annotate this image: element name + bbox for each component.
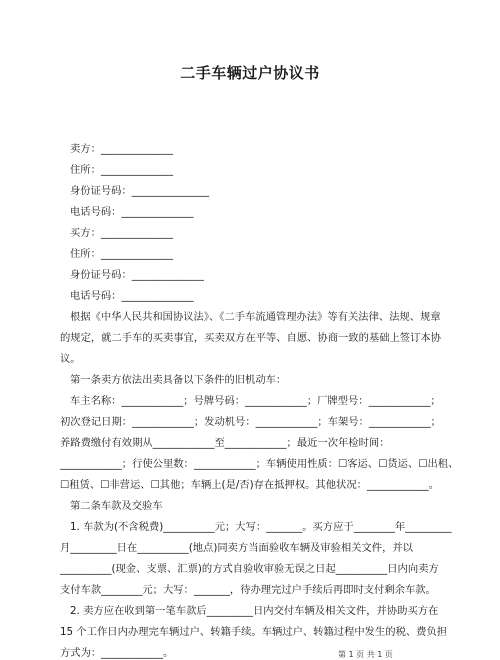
- article-2-line: 15 个工作日内办理完车辆过户、转籍手续。车辆过户、转籍过程中发生的税、费负担: [60, 626, 448, 638]
- seller-phone-line: 电话号码：______________: [70, 206, 194, 218]
- buyer-name-line: 买方：______________: [70, 227, 173, 239]
- intro-paragraph-line: 的规定，就二手车的买卖事宜，买卖双方在平等、自愿、协商一致的基础上签订本协: [60, 332, 441, 344]
- article-1-line: 车主名称：____________；号牌号码：____________；厂牌型号：____________；: [70, 395, 441, 407]
- article-2-line: 支付车款________元；大写：_______，待办理完过户手续后再即时支付剩余车款。: [60, 584, 436, 596]
- page-number-footer: 第 1 页 共 1 页: [338, 650, 393, 659]
- document-title: 二手车辆过户协议书: [180, 64, 320, 82]
- article-1-line: 养路费缴付有效期从____________至____________；最近一次年检时间：: [60, 437, 390, 449]
- article-2-line: __________(现金、支票、汇票)的方式自验收审验无误之日起__________日内向卖方: [60, 563, 439, 575]
- intro-paragraph-line: 议。: [60, 353, 81, 365]
- article-2-line: 方式为：____________。: [60, 647, 174, 659]
- article-2-line: 1. 车款为(不含税费)__________元；大写：_______。买方应于________年_________: [70, 521, 452, 533]
- article-2-line: 2. 卖方应在收到第一笔车款后_________日内交付车辆及相关文件，并协助买方在: [70, 605, 439, 617]
- article-1-line: ☐租赁、☐非营运、☐其他；车辆上(是/否)存在抵押权。其他状况：____________。: [60, 479, 439, 491]
- article-2-line: 月_________日在__________(地点)同卖方当面验收车辆及审验相关文件，并以: [60, 542, 413, 554]
- seller-address-line: 住所：______________: [70, 164, 173, 176]
- article-1-line: 初次登记日期：____________；发动机号：____________；车架号：____________；: [60, 416, 441, 428]
- article-1-heading: 第一条卖方依法出卖具备以下条件的旧机动车：: [70, 374, 287, 386]
- article-1-line: ____________；行使公里数：____________；车辆使用性质：☐客运、☐货运、☐出租、: [60, 458, 459, 470]
- buyer-address-line: 住所：______________: [70, 248, 173, 260]
- buyer-id-line: 身份证号码：______________: [70, 269, 204, 281]
- seller-id-line: 身份证号码：_______________: [70, 185, 210, 197]
- seller-name-line: 卖方：______________: [70, 143, 173, 155]
- buyer-phone-line: 电话号码：______________: [70, 290, 194, 302]
- intro-paragraph-line: 根据《中华人民共和国协议法》、《二手车流通管理办法》等有关法律、法规、规章: [70, 311, 441, 323]
- article-2-heading: 第二条车款及交验车: [70, 500, 163, 512]
